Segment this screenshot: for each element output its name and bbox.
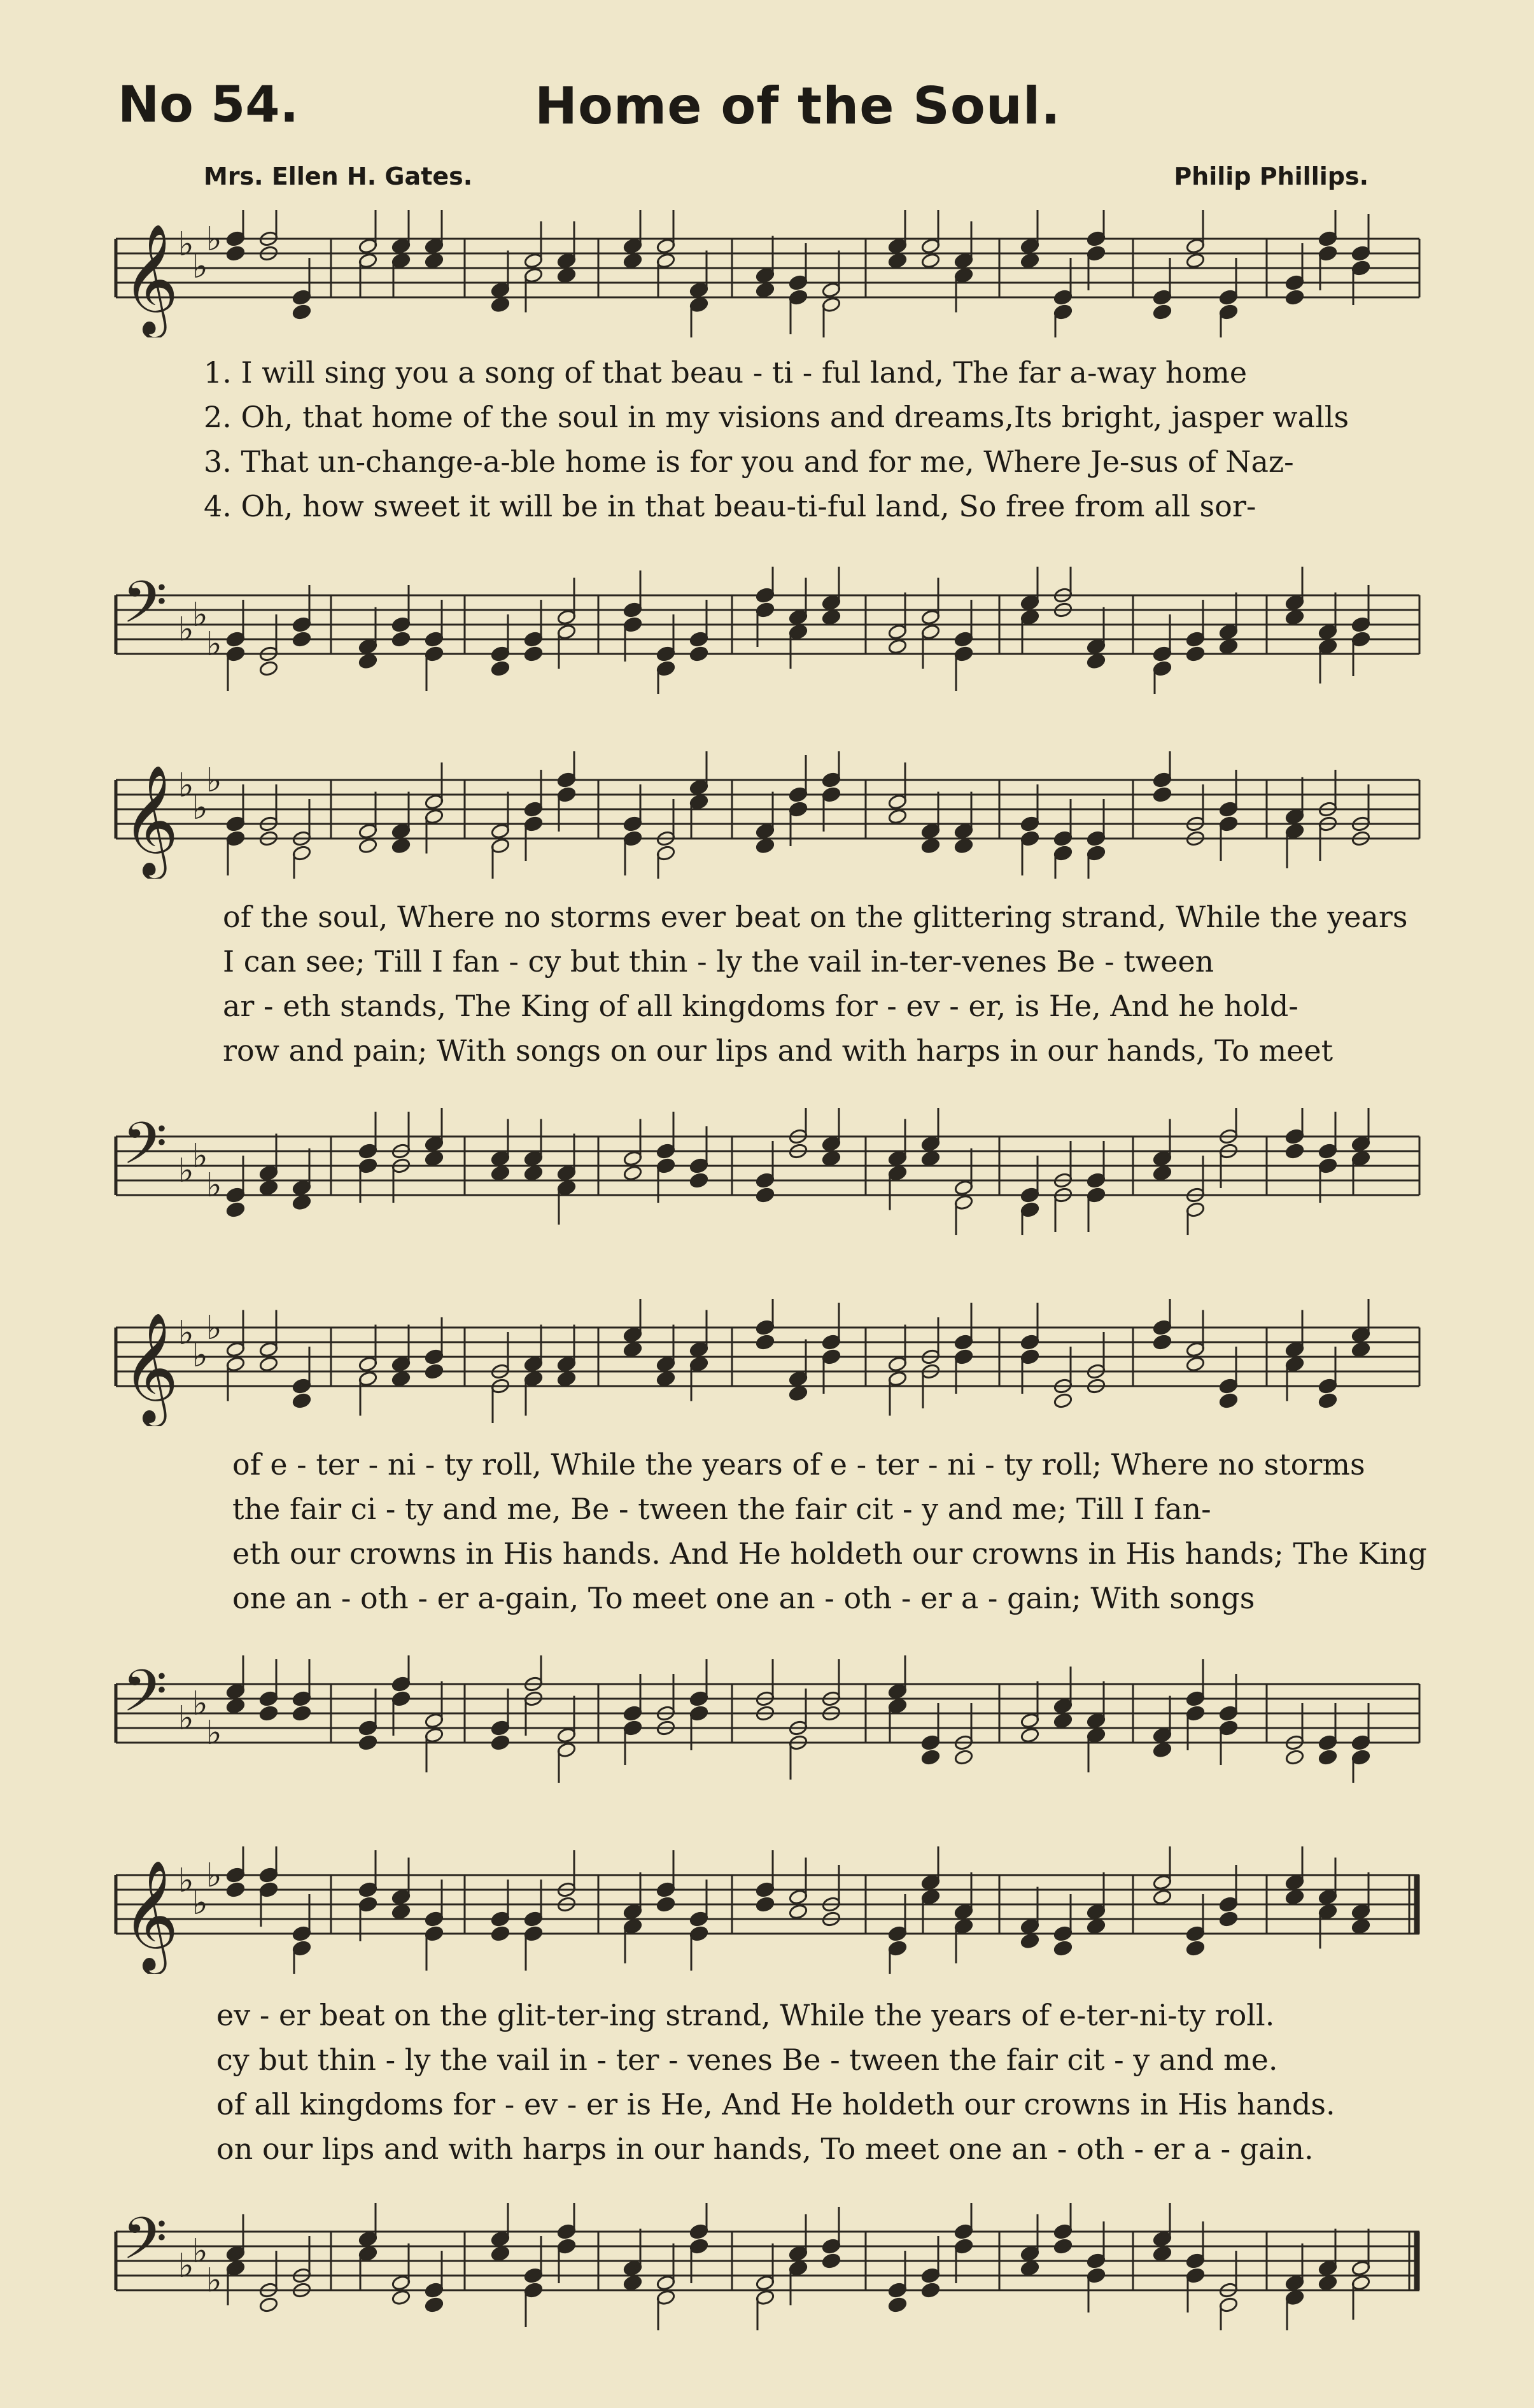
note-head (292, 1194, 312, 1211)
note-head (888, 2297, 908, 2313)
note-head (888, 253, 908, 269)
bass-clef-icon: 𝄢 (122, 569, 167, 650)
flat-sign-icon: ♭ (192, 1137, 208, 1175)
treble-staff-1 (108, 210, 1432, 337)
note-group (226, 210, 1371, 337)
note-head (921, 2282, 941, 2298)
note-head (292, 631, 312, 648)
note-group (226, 1846, 1371, 1974)
note-group (226, 567, 1371, 694)
note-head (425, 1363, 444, 1380)
hymn-title: Home of the Soul. (535, 76, 1061, 136)
note-head (1053, 1940, 1073, 1957)
note-group (226, 1299, 1371, 1423)
note-head (358, 838, 378, 854)
note-head (888, 809, 908, 825)
note-head (789, 1385, 808, 1402)
music-system-1 (108, 210, 1432, 694)
flat-sign-icon: ♭ (206, 1166, 222, 1205)
note-group (226, 2203, 1371, 2330)
verse-line: of the soul, Where no storms ever beat on the glittering strand, While the years (223, 900, 1408, 934)
verse-line: eth our crowns in His hands. And He holdeth our crowns in His hands; The King (232, 1536, 1427, 1571)
note-head (1153, 1165, 1172, 1182)
note-head (1020, 1933, 1040, 1950)
note-head (1087, 653, 1106, 670)
note-head (1020, 1727, 1040, 1744)
note-head (623, 1342, 643, 1358)
note-head (391, 838, 411, 854)
note-head (491, 1734, 510, 1751)
note-head (292, 1705, 312, 1722)
verse-line: on our lips and with harps in our hands, To meet one an - oth - er a - gain. (216, 2132, 1314, 2166)
note-head (1087, 1918, 1106, 1935)
note-head (491, 1165, 510, 1182)
note-head (524, 646, 544, 662)
note-head (1020, 2260, 1040, 2277)
note-head (954, 838, 974, 854)
bass-staff-4 (108, 2203, 1432, 2330)
note-head (391, 2290, 411, 2306)
bass-clef-icon: 𝄢 (122, 1110, 167, 1191)
note-head (623, 253, 643, 269)
note-head (425, 2297, 444, 2313)
note-head (1186, 1356, 1206, 1373)
flat-sign-icon: ♭ (206, 625, 222, 663)
verse-line: I can see; Till I fan - cy but thin - ly the vail in-ter-venes Be - tween (223, 944, 1214, 979)
note-head (226, 245, 246, 262)
note-head (921, 1151, 941, 1167)
note-head (1153, 304, 1172, 320)
note-head (1318, 1392, 1338, 1409)
note-head (623, 2275, 643, 2291)
hymn-composer: Philip Phillips. (1174, 162, 1369, 190)
note-head (1153, 2246, 1172, 2262)
verse-line: 3. That un-change-a-ble home is for you and for me, Where Je-sus of Naz- (204, 444, 1294, 479)
note-group (226, 751, 1371, 879)
flat-sign-icon: ♭ (192, 1336, 208, 1375)
note-head (358, 653, 378, 670)
treble-clef-icon: 𝄞 (122, 1312, 179, 1423)
note-head (391, 1371, 411, 1387)
flat-sign-icon: ♭ (206, 761, 222, 800)
note-head (1285, 1749, 1305, 1766)
note-head (557, 267, 577, 284)
verse-block-3 (108, 1442, 1432, 1627)
note-head (756, 1187, 775, 1203)
note-head (226, 1881, 246, 1898)
note-head (1020, 253, 1040, 269)
note-head (425, 253, 444, 269)
verse-block-4 (108, 1993, 1432, 2178)
bass-clef-icon: 𝄢 (122, 2205, 167, 2286)
note-head (259, 2297, 279, 2313)
note-head (259, 1180, 279, 1196)
flat-sign-icon: ♭ (178, 1314, 194, 1352)
verse-line: the fair ci - ty and me, Be - tween the fair cit - y and me; Till I fan- (232, 1492, 1211, 1526)
note-head (822, 1151, 841, 1167)
note-head (756, 1896, 775, 1913)
note-head (1285, 1889, 1305, 1906)
note-head (1351, 1918, 1371, 1935)
note-head (292, 1392, 312, 1409)
note-head (1186, 253, 1206, 269)
verse-line: of e - ter - ni - ty roll, While the years of e - ter - ni - ty roll; Where no storms (232, 1447, 1365, 1482)
note-head (1219, 1392, 1239, 1409)
hymn-author: Mrs. Ellen H. Gates. (204, 162, 473, 190)
note-head (259, 1705, 279, 1722)
note-head (557, 1371, 577, 1387)
flat-sign-icon: ♭ (192, 789, 208, 827)
note-head (491, 660, 510, 677)
note-head (358, 1734, 378, 1751)
note-head (292, 304, 312, 320)
note-head (756, 282, 775, 299)
note-head (822, 2253, 841, 2269)
note-head (1285, 289, 1305, 306)
note-head (1219, 639, 1239, 655)
note-head (1153, 1334, 1172, 1350)
note-head (623, 1165, 643, 1182)
note-head (1053, 2238, 1073, 2255)
treble-clef-icon: 𝄞 (122, 765, 179, 875)
note-group (226, 1108, 1371, 1235)
bass-staff-2 (108, 1108, 1432, 1235)
music-system-3 (108, 1299, 1432, 1783)
note-head (391, 1904, 411, 1920)
verse-line: 1. I will sing you a song of that beau - ti - ful land, The far a-way home (204, 355, 1248, 390)
note-head (1186, 646, 1206, 662)
note-head (491, 297, 510, 313)
flat-sign-icon: ♭ (178, 611, 194, 649)
note-head (1153, 1742, 1172, 1759)
note-group (226, 1655, 1371, 1783)
flat-sign-icon: ♭ (178, 2247, 194, 2285)
note-head (259, 1356, 279, 1373)
flat-sign-icon: ♭ (192, 248, 208, 286)
note-head (1285, 609, 1305, 626)
flat-sign-icon: ♭ (178, 225, 194, 264)
flat-sign-icon: ♭ (192, 1884, 208, 1922)
note-head (689, 1172, 709, 1189)
bass-staff-3 (108, 1655, 1432, 1783)
staff-lines (116, 2232, 1419, 2290)
flat-sign-icon: ♭ (192, 596, 208, 634)
note-head (1186, 1940, 1206, 1957)
note-head (1318, 2275, 1338, 2291)
note-head (1219, 1911, 1239, 1927)
flat-sign-icon: ♭ (206, 1714, 222, 1752)
treble-staff-3 (108, 1299, 1432, 1426)
note-head (391, 631, 411, 648)
treble-staff-2 (108, 751, 1432, 879)
note-head (425, 1151, 444, 1167)
note-head (921, 1749, 941, 1766)
note-head (1153, 1889, 1172, 1906)
hymn-header (118, 76, 1416, 146)
verse-block-1 (108, 350, 1432, 535)
flat-sign-icon: ♭ (178, 1699, 194, 1738)
note-head (259, 660, 279, 677)
treble-clef-icon: 𝄞 (122, 1860, 179, 1971)
note-head (491, 1925, 510, 1942)
note-head (226, 1201, 246, 1218)
flat-sign-icon: ♭ (206, 1309, 222, 1347)
note-head (756, 838, 775, 854)
flat-sign-icon: ♭ (178, 1152, 194, 1190)
note-head (921, 253, 941, 269)
note-head (689, 646, 709, 662)
verse-line: one an - oth - er a-gain, To meet one an - oth - er a - gain; With songs (232, 1581, 1255, 1615)
verse-line: cy but thin - ly the vail in - ter - venes Be - tween the fair cit - y and me. (216, 2043, 1278, 2077)
verse-line: of all kingdoms for - ev - er is He, And He holdeth our crowns in His hands. (216, 2087, 1335, 2121)
note-head (888, 639, 908, 655)
note-head (1285, 1143, 1305, 1159)
note-head (756, 1334, 775, 1350)
treble-staff-4 (108, 1846, 1432, 1974)
note-head (1053, 1713, 1073, 1729)
note-head (524, 1165, 544, 1182)
note-head (226, 1698, 246, 1715)
bass-clef-icon: 𝄢 (122, 1657, 167, 1739)
flat-sign-icon: ♭ (192, 1685, 208, 1723)
verse-line: ar - eth stands, The King of all kingdoms for - ev - er, is He, And he hold- (223, 989, 1298, 1023)
note-head (954, 1749, 974, 1766)
note-head (1153, 786, 1172, 803)
flat-sign-icon: ♭ (206, 220, 222, 259)
bass-staff-1 (108, 567, 1432, 694)
verse-line: 2. Oh, that home of the soul in my visions and dreams,Its bright, jasper walls (204, 400, 1349, 434)
flat-sign-icon: ♭ (206, 1857, 222, 1895)
verse-line: 4. Oh, how sweet it will be in that beau-ti-ful land, So free from all sor- (204, 489, 1256, 523)
treble-clef-icon: 𝄞 (122, 223, 179, 334)
note-head (1351, 1342, 1371, 1358)
note-head (656, 1371, 676, 1387)
music-system-2 (108, 751, 1432, 1235)
note-head (822, 609, 841, 626)
flat-sign-icon: ♭ (178, 1862, 194, 1900)
hymn-number: No 54. (118, 76, 299, 134)
flat-sign-icon: ♭ (178, 767, 194, 805)
note-head (1053, 1392, 1073, 1409)
verse-line: ev - er beat on the glit-ter-ing strand, While the years of e-ter-ni-ty roll. (216, 1998, 1275, 2032)
flat-sign-icon: ♭ (206, 2262, 222, 2300)
note-head (656, 1896, 676, 1913)
note-head (921, 838, 941, 854)
verse-line: row and pain; With songs on our lips and with harps in our hands, To meet (223, 1033, 1333, 1068)
note-head (1318, 1749, 1338, 1766)
verse-block-2 (108, 895, 1432, 1079)
note-head (789, 1904, 808, 1920)
flat-sign-icon: ♭ (192, 2232, 208, 2270)
music-system-4 (108, 1846, 1432, 2330)
note-head (491, 2246, 510, 2262)
